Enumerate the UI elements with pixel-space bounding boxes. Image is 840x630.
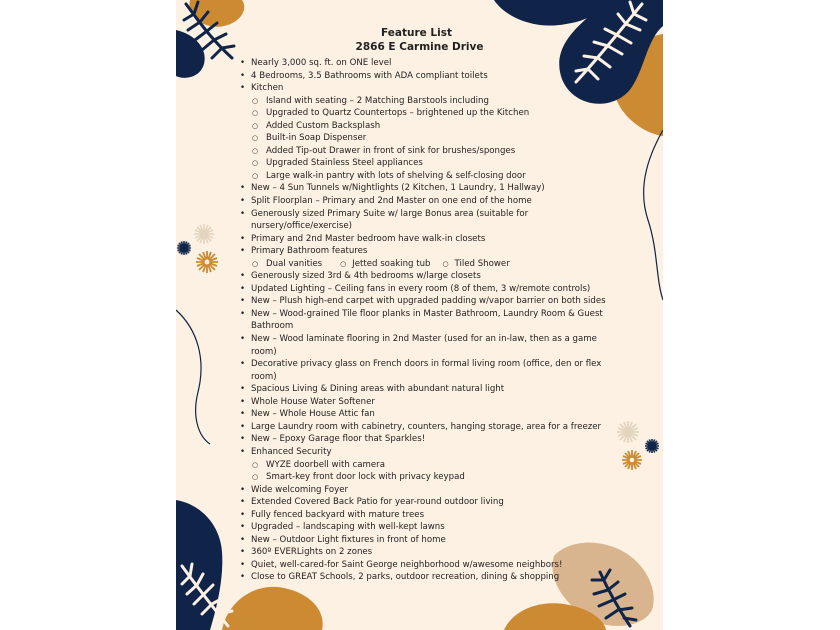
feature-item	[176, 358, 611, 383]
feature-item	[176, 245, 611, 270]
feature-item	[176, 195, 611, 208]
bottom-left-gold-blob	[222, 587, 323, 630]
feature-item	[176, 571, 611, 584]
feature-text: Large Laundry room with cabinetry, counters, hanging storage, area for a freezer	[251, 421, 602, 432]
sub-feature-item: ○ Island with seating – 2 Matching Barstools including	[251, 95, 611, 108]
feature-item	[176, 546, 611, 559]
feature-text: Fully fenced backyard with mature trees	[251, 509, 425, 520]
sub-feature-item: ○ Built-in Soap Dispenser	[251, 132, 611, 145]
feature-item	[176, 421, 611, 434]
feature-item	[176, 496, 611, 509]
feature-item	[176, 57, 611, 70]
sub-feature-item: ○ Large walk-in pantry with lots of shelving & self-closing door	[251, 170, 611, 183]
feature-text: Wide welcoming Foyer	[251, 484, 349, 495]
feature-text: Extended Covered Back Patio for year-round outdoor living	[251, 497, 504, 508]
feature-text: Upgraded – landscaping with well-kept lawns	[251, 522, 445, 533]
feature-text: Quiet, well-cared-for Saint George neighborhood w/awesome neighbors!	[251, 559, 563, 570]
feature-item	[176, 433, 611, 446]
feature-text: New – 4 Sun Tunnels w/Nightlights (2 Kitchen, 1 Laundry, 1 Hallway)	[251, 183, 545, 194]
feature-text: New – Wood-grained Tile floor planks in Master Bathroom, Laundry Room & Guest Bathroom	[251, 308, 603, 332]
feature-text: Primary and 2nd Master bedroom have walk-in closets	[251, 233, 486, 244]
feature-text: New – Outdoor Light fixtures in front of home	[251, 534, 446, 545]
page-title: Feature List	[381, 27, 452, 39]
feature-text: Spacious Living & Dining areas with abundant natural light	[251, 384, 505, 395]
sub-feature-item: ○ Tiled Shower	[442, 258, 509, 271]
feature-item	[176, 396, 611, 409]
feature-item	[176, 408, 611, 421]
feature-text: Decorative privacy glass on French doors in formal living room (office, den or flex room)	[251, 359, 602, 382]
feature-text: New – Plush high-end carpet with upgraded padding w/vapor barrier on both sides	[251, 296, 606, 307]
feature-item	[176, 509, 611, 522]
feature-list	[176, 57, 663, 584]
feature-item	[176, 270, 611, 283]
sub-feature-list	[251, 95, 611, 183]
feature-item	[176, 295, 611, 308]
feature-item	[176, 383, 611, 396]
sub-feature-list	[251, 459, 611, 484]
feature-text: Whole House Water Softener	[251, 396, 375, 407]
feature-text: New – Whole House Attic fan	[251, 409, 375, 420]
feature-item	[176, 446, 611, 484]
feature-text: Split Floorplan – Primary and 2nd Master on one end of the home	[251, 196, 532, 207]
feature-item	[176, 484, 611, 497]
feature-item	[176, 521, 611, 534]
feature-text: Nearly 3,000 sq. ft. on ONE level	[251, 58, 392, 68]
feature-item	[176, 182, 611, 195]
feature-text: 4 Bedrooms, 3.5 Bathrooms with ADA compliant toilets	[251, 70, 488, 81]
feature-item	[176, 70, 611, 83]
feature-text: Close to GREAT Schools, 2 parks, outdoor recreation, dining & shopping	[251, 572, 560, 583]
feature-item	[176, 233, 611, 246]
feature-item	[176, 534, 611, 547]
sub-feature-item: ○ WYZE doorbell with camera	[251, 459, 611, 472]
sub-feature-item: ○ Added Custom Backsplash	[251, 120, 611, 133]
sub-feature-item: ○ Smart-key front door lock with privacy keypad	[251, 471, 611, 484]
address-subtitle: 2866 E Carmine Drive	[355, 40, 484, 53]
feature-text: Enhanced Security	[251, 446, 332, 457]
flyer-page	[176, 0, 663, 630]
feature-text: New – Wood laminate flooring in 2nd Master (used for an in-law, then as a game room)	[251, 334, 597, 357]
feature-text: Kitchen	[251, 83, 284, 94]
sub-feature-item: ○ Dual vanities	[266, 258, 322, 271]
sub-feature-item: ○ Upgraded Stainless Steel appliances	[251, 157, 611, 170]
feature-text: Primary Bathroom features	[251, 246, 368, 257]
feature-text: Generously sized Primary Suite w/ large Bonus area (suitable for nursery/office/exercise)	[251, 208, 529, 232]
feature-text: New – Epoxy Garage floor that Sparkles!	[251, 434, 426, 445]
sub-feature-item: ○ Added Tip-out Drawer in front of sink for brushes/sponges	[251, 145, 611, 158]
feature-item	[176, 333, 611, 358]
sub-feature-item: ○ Upgraded to Quartz Countertops – brightened up the Kitchen	[251, 107, 611, 120]
feature-item	[176, 308, 611, 333]
feature-list-content	[176, 27, 663, 583]
sub-feature-row	[251, 258, 611, 271]
feature-item	[176, 82, 611, 182]
feature-item	[176, 559, 611, 572]
sub-feature-item: ○ Jetted soaking tub	[340, 258, 430, 271]
feature-text: 360º EVERLights on 2 zones	[251, 547, 373, 558]
feature-text: Generously sized 3rd & 4th bedrooms w/large closets	[251, 271, 481, 282]
feature-text: Updated Lighting – Ceiling fans in every room (8 of them, 3 w/remote controls)	[251, 283, 591, 294]
feature-item	[176, 208, 611, 233]
feature-item	[176, 283, 611, 296]
